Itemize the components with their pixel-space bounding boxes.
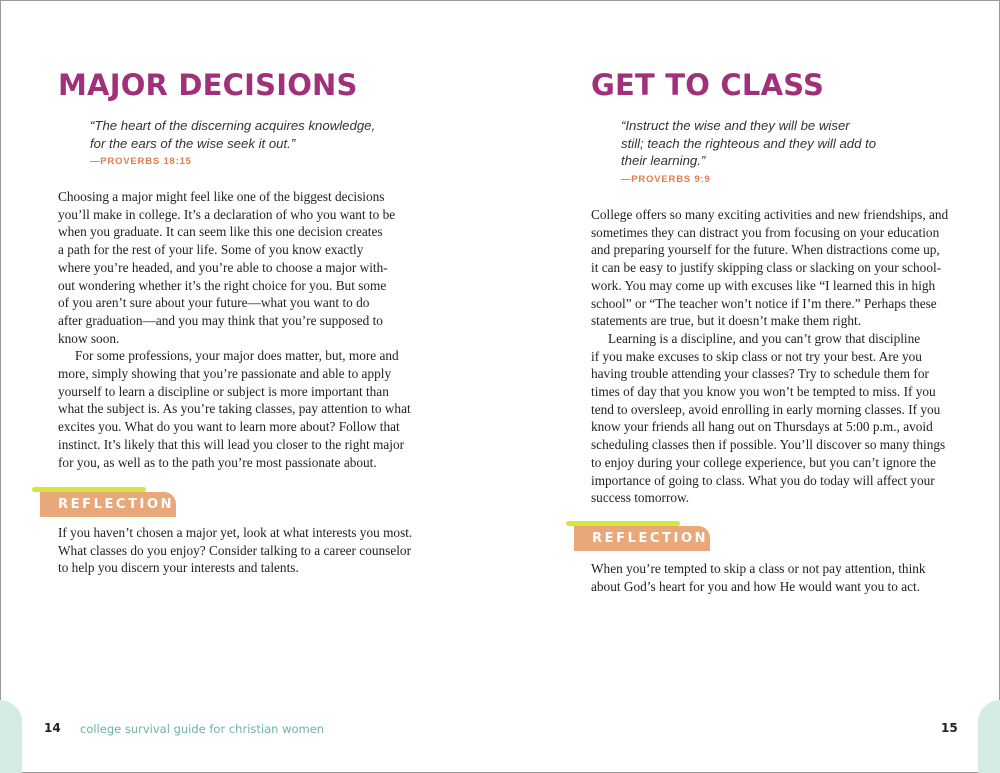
- page-title: MAJOR DECISIONS: [58, 68, 358, 102]
- epigraph-attribution: —PROVERBS 18:15: [90, 156, 192, 167]
- body-line: tend to oversleep, avoid enrolling in early morning classes. If you: [591, 401, 941, 417]
- body-line: school” or “The teacher won’t notice if I’m there.” Perhaps these: [591, 295, 937, 311]
- body-line: you’ll make in college. It’s a declaration of who you want to be: [58, 206, 396, 222]
- reflection-header: [574, 521, 714, 557]
- body-line: instinct. It’s likely that this will lead you closer to the right major: [58, 436, 405, 452]
- body-line: out wondering whether it’s the right choice for you. But some: [58, 277, 387, 293]
- right-page: [500, 0, 1000, 773]
- body-line: work. You may come up with excuses like “I learned this in high: [591, 277, 936, 293]
- left-page: [0, 0, 499, 773]
- page-number: 14: [44, 721, 61, 735]
- epigraph-line: “Instruct the wise and they will be wiser: [621, 118, 850, 133]
- reflection-text: [591, 560, 926, 595]
- body-line: know your friends all hang out on Thursdays at 5:00 p.m., avoid: [591, 419, 933, 435]
- reflection-line: What classes do you enjoy? Consider talking to a career counselor: [58, 542, 411, 558]
- epigraph-line: for the ears of the wise seek it out.”: [90, 135, 296, 151]
- body-line: Learning is a discipline, and you can’t grow that discipline: [608, 330, 921, 346]
- body-line: if you make excuses to skip class or not try your best. Are you: [591, 348, 922, 364]
- body-text: [591, 206, 948, 507]
- reflection-label: REFLECTION: [40, 492, 176, 517]
- running-head: college survival guide for christian women: [80, 722, 325, 736]
- body-line: scheduling classes then if possible. You’ll discover so many things: [591, 437, 946, 453]
- body-line: for you, as well as to the path you’re most passionate about.: [58, 454, 377, 470]
- reflection-line: to help you discern your interests and talents.: [58, 560, 299, 576]
- body-text: [58, 188, 411, 471]
- reflection-text: [58, 524, 412, 577]
- page-number: 15: [941, 721, 958, 735]
- body-line: what the subject is. As you’re taking classes, pay attention to what: [58, 401, 411, 417]
- body-line: know soon.: [58, 330, 120, 346]
- body-line: statements are true, but it doesn’t make them right.: [591, 313, 862, 329]
- epigraph: [90, 117, 375, 171]
- body-line: after graduation—and you may think that you’re supposed to: [58, 312, 383, 328]
- corner-tab: [0, 700, 22, 773]
- body-line: when you graduate. It can seem like this one decision creates: [58, 224, 383, 240]
- body-line: and preparing yourself for the future. When distractions come up,: [591, 242, 940, 258]
- reflection-header: [40, 487, 180, 523]
- body-line: importance of going to class. What you do today will affect your: [591, 472, 935, 488]
- page-title: GET TO CLASS: [591, 68, 825, 102]
- body-line: where you’re headed, and you’re able to choose a major with-: [58, 259, 388, 275]
- body-line: of you aren’t sure about your future—what you want to do: [58, 295, 370, 311]
- epigraph-line: “The heart of the discerning acquires knowledge,: [90, 118, 376, 133]
- body-line: success tomorrow.: [591, 490, 690, 506]
- corner-tab: [978, 700, 1000, 773]
- body-line: to enjoy during your college experience, but you can’t ignore the: [591, 454, 936, 470]
- reflection-line: If you haven’t chosen a major yet, look at what interests you most.: [58, 525, 413, 540]
- body-line: sometimes they can distract you from focusing on your education: [591, 224, 940, 240]
- epigraph-line: their learning.”: [621, 153, 706, 168]
- body-line: times of day that you know you won’t be tempted to miss. If you: [591, 384, 936, 400]
- body-line: Choosing a major might feel like one of the biggest decisions: [58, 189, 385, 204]
- epigraph-line: still; teach the righteous and they will add to: [621, 135, 877, 151]
- body-line: having trouble attending your classes? Try to schedule them for: [591, 366, 929, 382]
- reflection-line: about God’s heart for you and how He would want you to act.: [591, 578, 921, 594]
- body-line: more, simply showing that you’re passionate and able to apply: [58, 366, 392, 382]
- reflection-label: REFLECTION: [574, 526, 710, 551]
- body-line: College offers so many exciting activities and new friendships, and: [591, 207, 949, 222]
- body-line: a path for the rest of your life. Some of you know exactly: [58, 242, 364, 258]
- epigraph: [621, 117, 876, 188]
- body-line: it can be easy to justify skipping class or slacking on your school-: [591, 260, 942, 276]
- body-line: For some professions, your major does matter, but, more and: [75, 348, 399, 364]
- epigraph-attribution: —PROVERBS 9:9: [621, 173, 711, 185]
- body-line: yourself to learn a discipline or subject is more important than: [58, 383, 389, 399]
- reflection-line: When you’re tempted to skip a class or not pay attention, think: [591, 561, 926, 576]
- body-line: excites you. What do you want to learn more about? Follow that: [58, 419, 400, 435]
